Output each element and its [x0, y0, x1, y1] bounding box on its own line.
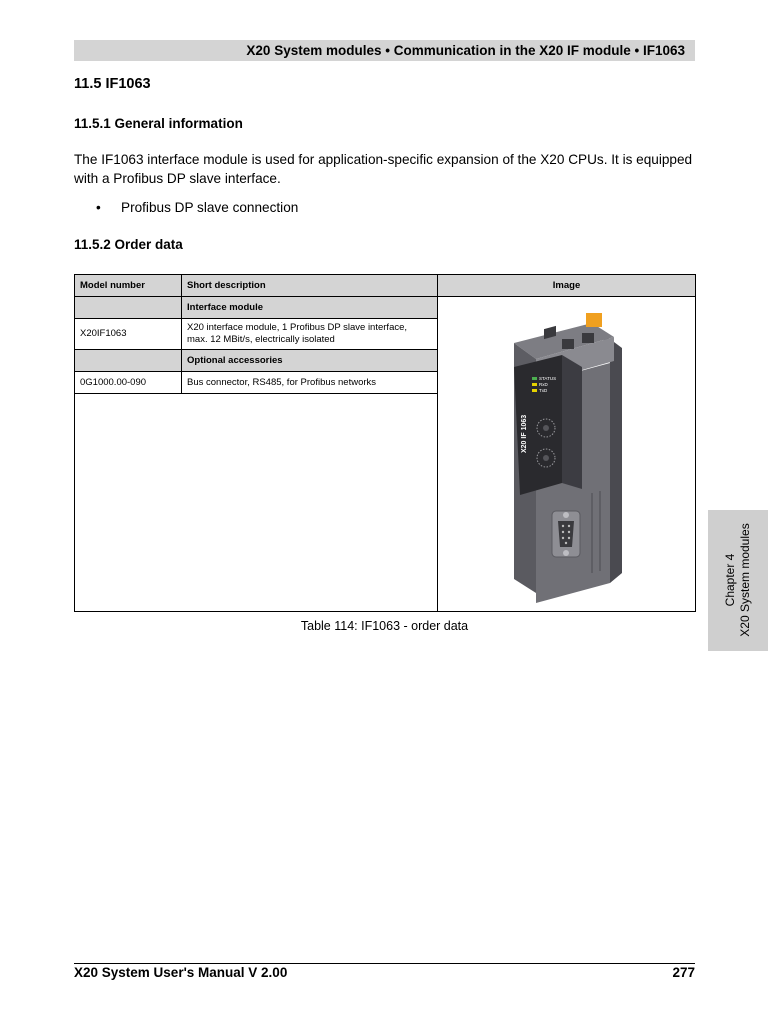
description-line: X20 interface module, 1 Profibus DP slave interface, — [187, 322, 408, 333]
latch-icon — [586, 313, 602, 327]
module-image — [492, 303, 642, 603]
image-cell — [438, 297, 696, 612]
led-status-label: STATUS — [538, 375, 556, 381]
cell-short-description: Bus connector, RS485, for Profibus networks — [182, 372, 438, 394]
chapter-side-tab — [708, 510, 768, 651]
group-empty-cell — [75, 297, 182, 319]
bullet-item — [96, 200, 298, 215]
general-information-paragraph: The IF1063 interface module is used for application-specific expansion of the X20 CPUs. It is equipped with a Profibus DP slave interface. — [74, 152, 693, 186]
order-data-heading: 11.5.2 Order data — [74, 237, 183, 252]
group-label-optional-accessories: Optional accessories — [182, 350, 438, 372]
footer-divider — [74, 963, 695, 964]
section-title: 11.5 IF1063 — [74, 76, 151, 92]
led-rxd-icon — [532, 383, 537, 386]
header-model-number: Model number — [75, 275, 182, 297]
led-txd-label: TxD — [538, 387, 547, 393]
led-rxd-label: RxD — [538, 381, 548, 387]
chapter-number: Chapter 4 — [723, 553, 737, 607]
table-row — [75, 297, 696, 319]
running-header — [74, 40, 695, 61]
led-status-icon — [532, 377, 537, 380]
header-short-description: Short description — [182, 275, 438, 297]
bullet-text: Profibus DP slave connection — [121, 200, 299, 215]
general-information-heading: 11.5.1 General information — [74, 116, 243, 131]
cell-short-description — [182, 319, 438, 350]
footer-manual-title: X20 System User's Manual V 2.00 — [74, 965, 288, 980]
table-header-row — [75, 275, 696, 297]
running-header-text: X20 System modules • Communication in the X20 IF module • IF1063 — [246, 43, 685, 58]
group-empty-cell — [75, 350, 182, 372]
cell-model-number: X20IF1063 — [75, 319, 182, 350]
chapter-side-tab-text — [723, 523, 753, 636]
group-label-interface-module: Interface module — [182, 297, 438, 319]
device-label: X20 IF 1063 — [520, 414, 528, 453]
bullet-marker: • — [96, 200, 101, 215]
header-image: Image — [438, 275, 696, 297]
empty-cell — [75, 394, 438, 612]
order-data-table — [74, 274, 696, 612]
description-line: max. 12 MBit/s, electrically isolated — [187, 334, 335, 345]
cell-model-number: 0G1000.00-090 — [75, 372, 182, 394]
table-caption: Table 114: IF1063 - order data — [300, 619, 469, 633]
led-txd-icon — [532, 389, 537, 392]
footer-page-number: 277 — [672, 965, 695, 980]
chapter-title: X20 System modules — [738, 523, 752, 637]
